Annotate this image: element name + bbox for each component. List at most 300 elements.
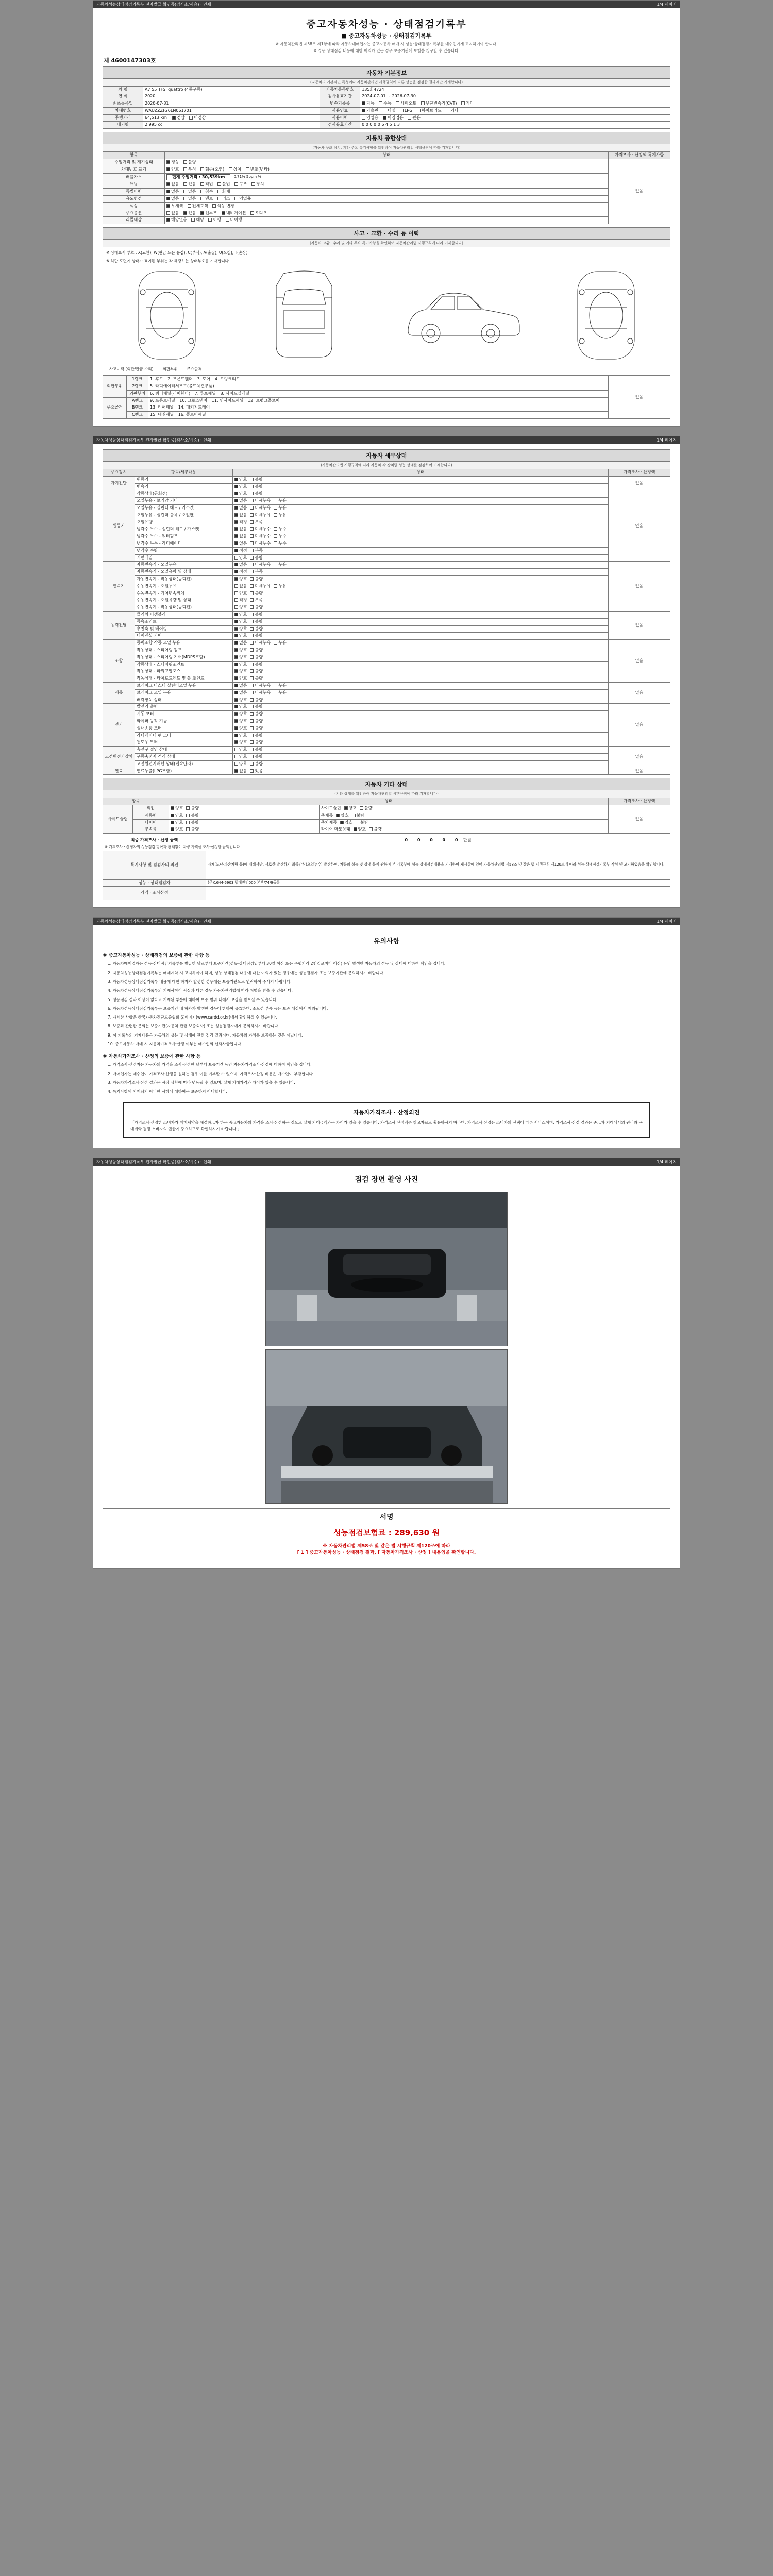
price-table [103, 837, 670, 900]
state-8-opt-1[interactable]: 해당 [191, 217, 204, 223]
rank-label-2: 외판부위 [127, 390, 148, 397]
state-item-1: 차대번호 표기 [103, 166, 165, 173]
state-4-sub-1[interactable]: 화재 [217, 189, 230, 195]
detail-opt-6-3-0[interactable]: 양호 [234, 726, 247, 732]
detail-value-3: 없음 [609, 611, 670, 639]
detail-opt-4-5-0[interactable]: 양호 [234, 676, 247, 682]
detail-options-3-0 [233, 611, 609, 618]
detail-opt-1-7-2[interactable]: 누수 [274, 541, 286, 547]
detail-options-0-1 [233, 483, 609, 490]
transmission-etc[interactable]: 기타 [461, 101, 474, 107]
detail-opt-0-1-1[interactable]: 불량 [250, 484, 262, 490]
table-row [103, 711, 670, 718]
table-row [103, 654, 670, 661]
detail-opt-6-5-0[interactable]: 양호 [234, 740, 247, 745]
table-row [103, 512, 670, 519]
basic-value-2: 2020-07-31 [143, 100, 320, 108]
state-1-opt-2[interactable]: 훼손(오염) [200, 167, 224, 173]
detail-opt-1-9-1[interactable]: 불량 [250, 555, 262, 561]
table-row [103, 647, 670, 654]
basic-value-5: 2,995 cc [143, 122, 320, 129]
detail-options-1-2 [233, 505, 609, 512]
detail-item-1-2: 오일누유 - 실린더 헤드 / 가스켓 [135, 505, 233, 512]
document-note-2: ※ 성능·상태점검 내용에 대한 이의가 있는 경우 보증기관에 보험을 청구할 수 있습니다. [313, 48, 460, 54]
state-3-sub-1[interactable]: 불법 [217, 182, 230, 188]
fuel-gasoline[interactable]: 가솔린 [362, 108, 378, 114]
detail-item-0-1: 변속기 [135, 483, 233, 490]
footer-note [103, 1543, 670, 1561]
state-item-8: 리콜대상 [103, 217, 165, 224]
legend-left: 사고이력 (외판/판금 수리) [109, 367, 154, 372]
state-7-sub-0[interactable]: 선루프 [200, 211, 217, 216]
notice-item: 3. 자동차성능상태점검기록부 내용에 대한 하자가 발생한 경우에는 보증기관으로 연락하여 주시기 바랍니다. [108, 979, 292, 984]
detail-opt-3-1-1[interactable]: 불량 [250, 619, 262, 625]
detail-opt-5-1-2[interactable]: 누유 [274, 690, 286, 696]
detail-opt-1-5-2[interactable]: 누수 [274, 527, 286, 532]
notice-item: 6. 자동차성능상태점검기록부는 보증기간 내 하자가 발생한 경우에 한하여 유효하며, 소모성 부품 등은 보증 대상에서 제외됩니다. [108, 1006, 328, 1011]
rank-item-5-1: 16. 플로어패널 [178, 412, 206, 417]
etc-opt2-3-1[interactable]: 불량 [369, 827, 381, 833]
etc-opt2-1-1[interactable]: 불량 [352, 813, 364, 819]
state-4-opt-1[interactable]: 있음 [183, 189, 196, 195]
basic-value2-0: 135회4724 [360, 86, 670, 93]
detail-item-4-5: 작동상태 - 타이로드엔드 및 볼 조인트 [135, 675, 233, 683]
rank-item-4-1: 14. 패키지트레이 [178, 405, 210, 410]
table-row [103, 604, 670, 612]
fuel-lpg[interactable]: LPG [400, 108, 412, 114]
detail-opt-6-4-0[interactable]: 양호 [234, 733, 247, 739]
rank-item-0-3: 4. 트렁크리드 [214, 377, 240, 382]
footer-line-2: [ 1 ] 중고자동차성능 · 상태점검 결과, [ 자동차가격조사 · 산정 ] 내용임을 확인합니다. [297, 1550, 476, 1556]
rank-items-0 [148, 376, 609, 383]
detail-group-4: 조향 [103, 640, 135, 683]
detail-options-6-3 [233, 725, 609, 732]
state-1-opt-1[interactable]: 부식 [183, 167, 196, 173]
photo-gallery [103, 1188, 670, 1508]
rank-group-outer: 외판부위 [103, 376, 127, 397]
fuel-etc[interactable]: 기타 [446, 108, 458, 114]
transmission-semi[interactable]: 세미오토 [396, 101, 416, 107]
detail-options-5-1 [233, 689, 609, 697]
detail-opt-2-3-2[interactable]: 누유 [274, 584, 286, 589]
basic-value2-1: 2024-07-01 ~ 2026-07-30 [360, 93, 670, 100]
detail-opt-7-0-0[interactable]: 양호 [234, 747, 247, 753]
state-0-opt-0[interactable]: 정상 [166, 160, 179, 165]
etc-opt-3-1[interactable]: 불량 [186, 827, 198, 833]
basic-value2-2 [360, 100, 670, 108]
state-7-opt-0[interactable]: 없음 [166, 211, 179, 216]
etc-opt-2-0[interactable]: 양호 [171, 820, 183, 826]
etc-group: 사이드슬립 [103, 805, 133, 834]
rank-item-2-0: 6. 쿼터패널(리어휀더) [150, 391, 191, 396]
detail-opt-7-2-0[interactable]: 양호 [234, 761, 247, 767]
detail-opt-1-2-2[interactable]: 누유 [274, 505, 286, 511]
use-private[interactable]: 비영업용 [383, 115, 404, 121]
detail-item-4-0: 동력조향 작동 오일 누유 [135, 640, 233, 647]
etc-opt2-0-1[interactable]: 불량 [360, 806, 372, 811]
detail-opt-4-4-0[interactable]: 양호 [234, 669, 247, 674]
detail-opt-1-6-1[interactable]: 미세누수 [250, 534, 271, 539]
rank-items-5 [148, 412, 609, 419]
detail-opt-1-3-0[interactable]: 없음 [234, 513, 247, 518]
section-etc-header: 자동차 기타 상태 [103, 778, 670, 790]
detail-opt-2-3-0[interactable]: 없음 [234, 584, 247, 589]
detail-opt-1-3-1[interactable]: 미세누유 [250, 513, 271, 518]
state-3-sub2-1[interactable]: 장치 [251, 182, 264, 188]
detail-options-6-0 [233, 704, 609, 711]
accident-legend [106, 366, 667, 372]
state-3-opt-1[interactable]: 있음 [183, 182, 196, 188]
state-1-opt-3[interactable]: 상이 [229, 167, 241, 173]
detail-opt-4-5-1[interactable]: 불량 [250, 676, 262, 682]
transmission-auto[interactable]: 자동 [362, 101, 374, 107]
detail-col-1: 항목/세부내용 [135, 469, 233, 477]
detail-opt-8-0-0[interactable]: 없음 [234, 769, 247, 774]
detail-options-2-1 [233, 569, 609, 576]
detail-item-8-0: 연료누출(LPG포함) [135, 768, 233, 775]
rank-item-0-2: 3. 도어 [197, 377, 211, 382]
detail-value-1: 없음 [609, 490, 670, 562]
table-row [103, 547, 670, 554]
transmission-cvt[interactable]: 무단변속기(CVT) [421, 101, 457, 107]
detail-value-7: 없음 [609, 747, 670, 768]
detail-opt-1-2-0[interactable]: 없음 [234, 505, 247, 511]
detail-opt-1-0-1[interactable]: 불량 [250, 491, 262, 497]
state-3-sub2-0[interactable]: 구조 [234, 182, 247, 188]
detail-opt-1-9-0[interactable]: 양호 [234, 555, 247, 561]
notice-item: 8. 보증과 관련한 문의는 보증기관(자동차 관련 보증회사) 또는 성능점검자에게 문의하시기 바랍니다. [108, 1024, 280, 1029]
detail-item-2-0: 자동변속기 - 오일누유 [135, 562, 233, 569]
detail-opt-1-3-2[interactable]: 누유 [274, 513, 286, 518]
table-row [103, 704, 670, 711]
detail-opt-5-0-1[interactable]: 미세누유 [250, 683, 271, 689]
state-1-opt-0[interactable]: 양호 [166, 167, 179, 173]
state-7-sub-1[interactable]: 내비게이션 [222, 211, 246, 216]
detail-opt-6-2-0[interactable]: 양호 [234, 719, 247, 724]
detail-opt-7-0-1[interactable]: 불량 [250, 747, 262, 753]
detail-opt-5-1-0[interactable]: 없음 [234, 690, 247, 696]
detail-opt-4-3-1[interactable]: 불량 [250, 662, 262, 668]
detail-opt-6-2-1[interactable]: 불량 [250, 719, 262, 724]
section-detail-note: (자동차관리법 시행규칙에 따라 자동차 각 장치별 성능·상태를 점검하여 기재합니다) [103, 461, 670, 469]
detail-options-0-0 [233, 476, 609, 483]
detail-opt-1-6-2[interactable]: 누수 [274, 534, 286, 539]
state-0-opt-1[interactable]: 불량 [183, 160, 196, 165]
fuel-diesel[interactable]: 디젤 [383, 108, 395, 114]
etc-opt-1-1[interactable]: 불량 [186, 813, 198, 819]
detail-options-2-6 [233, 604, 609, 612]
detail-opt-3-3-0[interactable]: 양호 [234, 633, 247, 639]
state-5-opt-1[interactable]: 있음 [183, 196, 196, 202]
state-7-opt-1[interactable]: 있음 [183, 211, 196, 216]
detail-options-7-0 [233, 747, 609, 754]
detail-opt-1-6-0[interactable]: 없음 [234, 534, 247, 539]
detail-item-7-2: 고전원전기배선 상태(접속단자) [135, 760, 233, 768]
etc-col-1: 상태 [169, 798, 609, 805]
use-public[interactable]: 관용 [408, 115, 420, 121]
state-6-opt-1[interactable]: 전체도색 [188, 204, 208, 209]
notice-heading-1: ※ 중고자동차성능 · 상태점검의 보증에 관한 사항 등 [103, 953, 210, 959]
detail-opt-4-0-2[interactable]: 누유 [274, 640, 286, 646]
detail-options-1-1 [233, 498, 609, 505]
detail-opt-6-0-1[interactable]: 불량 [250, 704, 262, 710]
price-row-value-2 [206, 887, 670, 900]
detail-item-2-2: 자동변속기 - 작동상태(공회전) [135, 575, 233, 583]
detail-item-6-2: 와이퍼 동작 기능 [135, 718, 233, 725]
detail-opt-5-2-1[interactable]: 불량 [250, 698, 262, 703]
mileage-abnormal[interactable]: 비정상 [189, 115, 206, 121]
etc-item-3: 부속품 [133, 826, 169, 834]
etc-opt-1-0[interactable]: 양호 [171, 813, 183, 819]
detail-opt-2-0-1[interactable]: 미세누유 [250, 562, 271, 568]
detail-opt-2-1-0[interactable]: 적정 [234, 569, 247, 575]
table-row [103, 697, 670, 704]
accident-rank-table [103, 376, 670, 419]
rank-label-0: 1랭크 [127, 376, 148, 383]
state-7-sub-2[interactable]: 오디오 [250, 211, 267, 216]
page-3 [93, 917, 680, 1148]
detail-value-8: 없음 [609, 768, 670, 775]
price-row-value-0: 자체(도난·파손차량 등)에 대해서만, 서로한 발견하지 최종감식(오일누수) 발견하며, 차량의 성능 및 상태 등에 관하여 본 기록부에 성능·상태점검내용을 기재하여 제시함에 있어 자동차관리법 제58조 및 같은 법 시행규칙 제120조에 따라 성능·상태점검기록부 작성 및 고지하였음을 확인합니다. [206, 851, 670, 879]
table-row [103, 718, 670, 725]
detail-options-7-1 [233, 753, 609, 760]
detail-options-5-0 [233, 682, 609, 689]
detail-opt-2-6-1[interactable]: 불량 [250, 605, 262, 611]
detail-opt-1-7-0[interactable]: 없음 [234, 541, 247, 547]
detail-opt-4-4-1[interactable]: 불량 [250, 669, 262, 674]
window-title-4: 자동차성능상태점검기록부 전자발급 확인증(검사소/시승) · 인쇄 [96, 1159, 211, 1164]
insurance-fee: 성능점검보험료 : 289,630 원 [333, 1528, 440, 1537]
basic-value-1: 2020 [143, 93, 320, 100]
basic-label-2: 최초등록일 [103, 100, 143, 108]
fuel-hybrid[interactable]: 하이브리드 [417, 108, 442, 114]
etc-opt-0-0[interactable]: 양호 [171, 806, 183, 811]
state-5-sub-2[interactable]: 영업용 [234, 196, 251, 202]
notice-item: 4. 자동차성능상태점검기록부의 기재사항이 사실과 다른 경우 자동차관리법에 따라 처벌을 받을 수 있습니다. [108, 988, 293, 993]
window-title-bar-3 [93, 918, 680, 925]
notice-heading-2: ※ 자동차가격조사 · 산정의 보증에 관한 사항 등 [103, 1054, 201, 1060]
detail-opt-1-5-1[interactable]: 미세누수 [250, 527, 271, 532]
section-accident-header: 사고 · 교환 · 수리 등 이력 [103, 227, 670, 239]
table-row [103, 505, 670, 512]
detail-opt-3-0-0[interactable]: 양호 [234, 612, 247, 618]
detail-opt-2-4-0[interactable]: 양호 [234, 591, 247, 597]
state-8-opt-0[interactable]: 해당없음 [166, 217, 187, 223]
window-page-indicator-3: 1/4 페이지 [657, 919, 677, 924]
detail-opt-1-8-1[interactable]: 부족 [250, 548, 262, 554]
table-row [103, 625, 670, 633]
basic-label2-5: 검사유효기간 [320, 122, 360, 129]
price-row-label-2: 가격 · 조사산정 [103, 887, 206, 900]
detail-opt-6-5-1[interactable]: 불량 [250, 740, 262, 745]
detail-opt-2-3-1[interactable]: 미세누유 [250, 584, 271, 589]
detail-item-1-8: 냉각수 수량 [135, 547, 233, 554]
table-row [103, 519, 670, 526]
detail-opt-6-3-1[interactable]: 불량 [250, 726, 262, 732]
rank-items-1: 5. 라디에이터서포트(볼트체결부품) [148, 383, 609, 391]
detail-opt-5-2-0[interactable]: 양호 [234, 698, 247, 703]
detail-opt-2-0-2[interactable]: 누유 [274, 562, 286, 568]
state-5-sub-1[interactable]: 리스 [217, 196, 230, 202]
page-2 [93, 436, 680, 908]
basic-label2-0: 자동차등록번호 [320, 86, 360, 93]
state-1-opt-4[interactable]: 변조(변타) [246, 167, 270, 173]
detail-opt-1-1-2[interactable]: 누유 [274, 498, 286, 504]
state-opts-2 [165, 173, 609, 181]
state-opts-7 [165, 210, 609, 217]
detail-opt-3-0-1[interactable]: 불량 [250, 612, 262, 618]
detail-opt-6-1-0[interactable]: 양호 [234, 711, 247, 717]
etc-opt-3-0[interactable]: 양호 [171, 827, 183, 833]
detail-item-6-0: 발전기 출력 [135, 704, 233, 711]
detail-opt-4-2-0[interactable]: 양호 [234, 655, 247, 660]
table-row [103, 554, 670, 562]
table-row [103, 562, 670, 569]
table-row [103, 805, 670, 812]
detail-opt-2-5-1[interactable]: 부족 [250, 598, 262, 603]
window-page-indicator-2: 1/4 페이지 [657, 438, 677, 443]
detail-opt-3-2-0[interactable]: 양호 [234, 626, 247, 632]
etc-opt-0-1[interactable]: 불량 [186, 806, 198, 811]
transmission-manual[interactable]: 수동 [379, 101, 391, 107]
detail-opt-4-3-0[interactable]: 양호 [234, 662, 247, 668]
detail-opt-1-4-0[interactable]: 적정 [234, 520, 247, 526]
detail-opt-3-2-1[interactable]: 불량 [250, 626, 262, 632]
detail-options-1-7 [233, 540, 609, 548]
etc-opt-2-1[interactable]: 불량 [186, 820, 198, 826]
detail-opt-7-1-1[interactable]: 불량 [250, 754, 262, 760]
accident-note-1: ※ 상태표시 부호 : X(교환), W(판금 또는 용접), C(부식), A(흠집), U(요철), T(손상) [106, 250, 248, 256]
detail-opt-2-6-0[interactable]: 양호 [234, 605, 247, 611]
etc-opt2-0-0[interactable]: 양호 [344, 806, 357, 811]
basic-label-4: 주행거리 [103, 114, 143, 122]
state-item-5: 용도변경 [103, 196, 165, 203]
detail-opt-2-5-0[interactable]: 적정 [234, 598, 247, 603]
detail-opt-0-0-0[interactable]: 양호 [234, 477, 247, 483]
rank-item-5-0: 15. 대쉬패널 [150, 412, 174, 417]
state-5-opt-0[interactable]: 없음 [166, 196, 179, 202]
etc-options-2 [169, 819, 320, 826]
photo-underbody-image [266, 1350, 508, 1504]
detail-opt-6-1-1[interactable]: 불량 [250, 711, 262, 717]
detail-opt-4-0-1[interactable]: 미세누유 [250, 640, 271, 646]
etc-options-1 [169, 812, 320, 819]
detail-opt-1-2-1[interactable]: 미세누유 [250, 505, 271, 511]
state-4-sub-0[interactable]: 침수 [200, 189, 213, 195]
state-3-opt-0[interactable]: 없음 [166, 182, 179, 188]
detail-opt-4-1-1[interactable]: 불량 [250, 648, 262, 653]
detail-opt-1-5-0[interactable]: 없음 [234, 527, 247, 532]
detail-opt-1-1-0[interactable]: 없음 [234, 498, 247, 504]
state-8-sub-0[interactable]: 이행 [208, 217, 221, 223]
detail-options-4-4 [233, 668, 609, 675]
detail-opt-4-1-0[interactable]: 양호 [234, 648, 247, 653]
detail-options-6-4 [233, 732, 609, 739]
etc-opt2-1-0[interactable]: 양호 [336, 813, 348, 819]
detail-opt-1-1-1[interactable]: 미세누유 [250, 498, 271, 504]
detail-opt-2-4-1[interactable]: 불량 [250, 591, 262, 597]
etc-item2-3: 타이어 마모상태 [321, 827, 350, 832]
mileage-normal[interactable]: 정상 [172, 115, 184, 121]
detail-opt-4-0-0[interactable]: 없음 [234, 640, 247, 646]
notice-item: 2. 자동차성능상태점검기록부는 매매계약 시 고지하여야 하며, 성능·상태점검 내용에 대한 이의가 있는 경우에는 성능점검자 또는 보증기관에 문의하시기 바랍니다. [108, 970, 385, 975]
etc-opt2-2-0[interactable]: 양호 [340, 820, 352, 826]
detail-opt-2-2-0[interactable]: 양호 [234, 577, 247, 582]
detail-opt-2-0-0[interactable]: 없음 [234, 562, 247, 568]
declaration-box [123, 1102, 650, 1137]
etc-opt2-3-0[interactable]: 양호 [354, 827, 366, 833]
state-6-opt-2[interactable]: 색상 변경 [212, 204, 234, 209]
state-opts-8 [165, 217, 609, 224]
etc-opt2-2-1[interactable]: 불량 [356, 820, 368, 826]
detail-opt-3-3-1[interactable]: 불량 [250, 633, 262, 639]
detail-options-2-0 [233, 562, 609, 569]
detail-opt-1-7-1[interactable]: 미세누수 [250, 541, 271, 547]
table-row [103, 747, 670, 754]
basic-value2-4 [360, 114, 670, 122]
window-page-indicator: 1/4 페이지 [657, 2, 677, 7]
detail-opt-1-4-1[interactable]: 부족 [250, 520, 262, 526]
section-state-header: 자동차 종합상태 [103, 132, 670, 144]
detail-opt-3-1-0[interactable]: 양호 [234, 619, 247, 625]
state-6-opt-0[interactable]: 무채색 [166, 204, 183, 209]
detail-opt-5-0-2[interactable]: 누유 [274, 683, 286, 689]
table-row [103, 483, 670, 490]
detail-item-5-0: 브레이크 마스터 실린더오일 누유 [135, 682, 233, 689]
detail-opt-8-0-1[interactable]: 있음 [250, 769, 262, 774]
detail-opt-6-4-1[interactable]: 불량 [250, 733, 262, 739]
state-8-sub-1[interactable]: 미이행 [226, 217, 242, 223]
etc-item2-2: 주차제동 [321, 820, 337, 825]
accident-note-2: ※ 하단 도면에 상태가 표기된 부위는 각 해당하는 상태부호를 기재합니다. [106, 259, 230, 264]
detail-opt-6-0-0[interactable]: 양호 [234, 704, 247, 710]
detail-table [103, 469, 670, 775]
detail-opt-0-0-1[interactable]: 불량 [250, 477, 262, 483]
detail-opt-4-2-1[interactable]: 불량 [250, 655, 262, 660]
state-4-opt-0[interactable]: 없음 [166, 189, 179, 195]
detail-group-1: 원동기 [103, 490, 135, 562]
table-row [103, 498, 670, 505]
etc-col-2: 가격조사 · 산정액 [609, 798, 670, 805]
detail-opt-2-2-1[interactable]: 불량 [250, 577, 262, 582]
etc-options-0 [169, 805, 320, 812]
basic-info-table [103, 86, 670, 129]
etc-options2-1 [319, 812, 608, 819]
detail-item-1-6: 냉각수 누수 - 워터펌프 [135, 533, 233, 540]
detail-opt-7-2-1[interactable]: 불량 [250, 761, 262, 767]
detail-col-0: 주요장치 [103, 469, 135, 477]
detail-opt-1-8-0[interactable]: 적정 [234, 548, 247, 554]
use-business[interactable]: 영업용 [362, 115, 378, 121]
detail-group-3: 동력전달 [103, 611, 135, 639]
state-5-sub-0[interactable]: 렌트 [200, 196, 213, 202]
emission-current-mileage: 현재 주행거리 : 30,539km [166, 174, 230, 181]
detail-opt-1-0-0[interactable]: 양호 [234, 491, 247, 497]
etc-options2-2 [319, 819, 608, 826]
detail-opt-5-0-0[interactable]: 없음 [234, 683, 247, 689]
detail-opt-0-1-0[interactable]: 양호 [234, 484, 247, 490]
table-row [103, 526, 670, 533]
detail-options-1-0 [233, 490, 609, 498]
detail-opt-7-1-0[interactable]: 양호 [234, 754, 247, 760]
detail-options-3-1 [233, 618, 609, 625]
section-detail-header: 자동차 세부상태 [103, 449, 670, 461]
detail-opt-2-1-1[interactable]: 부족 [250, 569, 262, 575]
table-row [103, 633, 670, 640]
detail-opt-5-1-1[interactable]: 미세누유 [250, 690, 271, 696]
accident-right-value: 없음 [609, 376, 670, 419]
state-3-sub-0[interactable]: 적법 [200, 182, 213, 188]
